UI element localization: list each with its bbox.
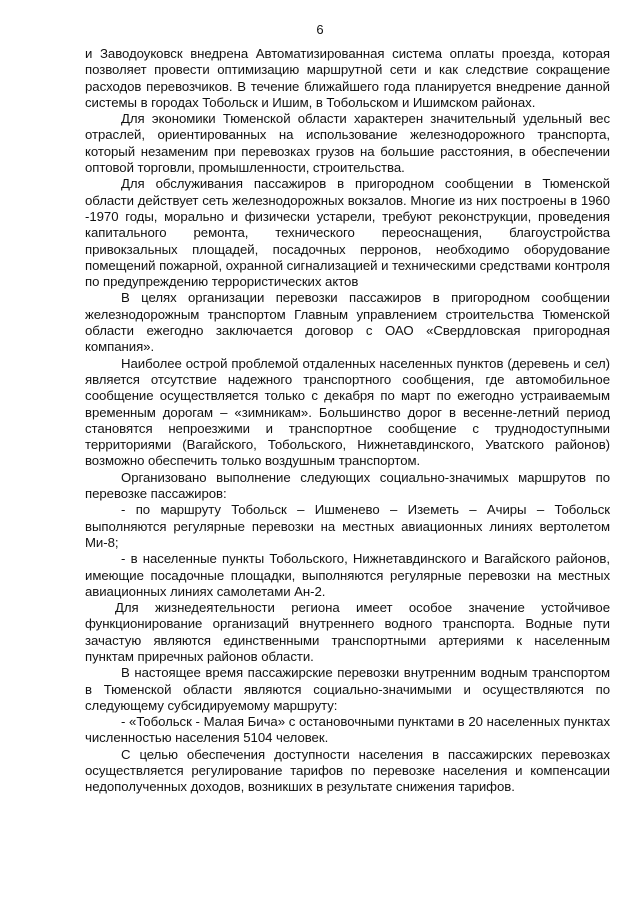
paragraph-water-transport: Для жизнедеятельности региона имеет особое значение устойчивое функционирование организаций внутреннего водного транспорта. Водные пути зачастую являются единственными транспортными артериями к населенным пунктам приречных районов области.: [85, 600, 610, 664]
paragraph-fare-system: и Заводоуковск внедрена Автоматизированная система оплаты проезда, которая позволяет провести оптимизацию маршрутной сети и как следствие сокращение расходов перевозчиков. В течение ближайшего года планируется внедрение данной системы в городах Тобольск и Ишим, в Тобольском и Ишимском районах.: [85, 46, 610, 110]
paragraph-water-passenger: В настоящее время пассажирские перевозки внутренним водным транспортом в Тюменской области являются социально-значимыми и осуществляются по следующему субсидируемому маршруту:: [85, 665, 610, 713]
paragraph-railway-economy: Для экономики Тюменской области характерен значительный удельный вес отраслей, ориентированных на использование железнодорожного транспорта, который незаменим при перевозках грузов на большие расстояния, в обеспечении оптовой торговли, промышленности, строительства.: [85, 111, 610, 176]
list-item-water-route: - «Тобольск - Малая Бича» с остановочными пунктами в 20 населенных пунктах численностью населения 5104 человек.: [85, 714, 610, 746]
document-body: [85, 46, 610, 796]
paragraph-tariffs: С целью обеспечения доступности населения в пассажирских перевозках осуществляется регулирование тарифов по перевозке населения и компенсации недополученных доходов, возникших в результате снижения тарифов.: [85, 746, 610, 795]
paragraph-suburban-contract: В целях организации перевозки пассажиров в пригородном сообщении железнодорожным транспортом Главным управлением строительства Тюменской области ежегодно заключается договор с ОАО «Свердловская пригородная компания».: [85, 290, 610, 355]
paragraph-social-routes-intro: Организовано выполнение следующих социально-значимых маршрутов по перевозке пассажиров:: [85, 469, 610, 502]
list-item-helicopter-route: - по маршруту Тобольск – Ишменево – Иземеть – Ачиры – Тобольск выполняются регулярные перевозки на местных авиационных линиях вертолетом Ми-8;: [85, 502, 610, 550]
list-item-an2-route: - в населенные пункты Тобольского, Нижнетавдинского и Вагайского районов, имеющие посадочные площадки, выполняются регулярные перевозки на местных авиационных линиях самолетами Ан-2.: [85, 551, 610, 599]
paragraph-remote-settlements: Наиболее острой проблемой отдаленных населенных пунктов (деревень и сел) является отсутствие надежного транспортного сообщения, где автомобильное сообщение осуществляется только с декабря по март по ежегодно устраиваемым временным дорогам – «зимникам». Большинство дорог в весенне-летний период становятся непроезжими и транспортное сообщение с труднодоступными территориями (Вагайского, Тобольского, Нижнетавдинского, Уватского районов) возможно обеспечить только воздушным транспортом.: [85, 355, 610, 469]
paragraph-railway-stations: Для обслуживания пассажиров в пригородном сообщении в Тюменской области действует сеть железнодорожных вокзалов. Многие из них построены в 1960 -1970 годы, морально и физически устарели, требуют реконструкции, проведения капитального ремонта, технического переоснащения, благоустройства привокзальных площадей, посадочных перронов, необходимо оборудование помещений пожарной, охранной сигнализацией и техническими средствами контроля по предупреждению террористических актов: [85, 176, 610, 290]
page-number: 6: [316, 22, 324, 37]
